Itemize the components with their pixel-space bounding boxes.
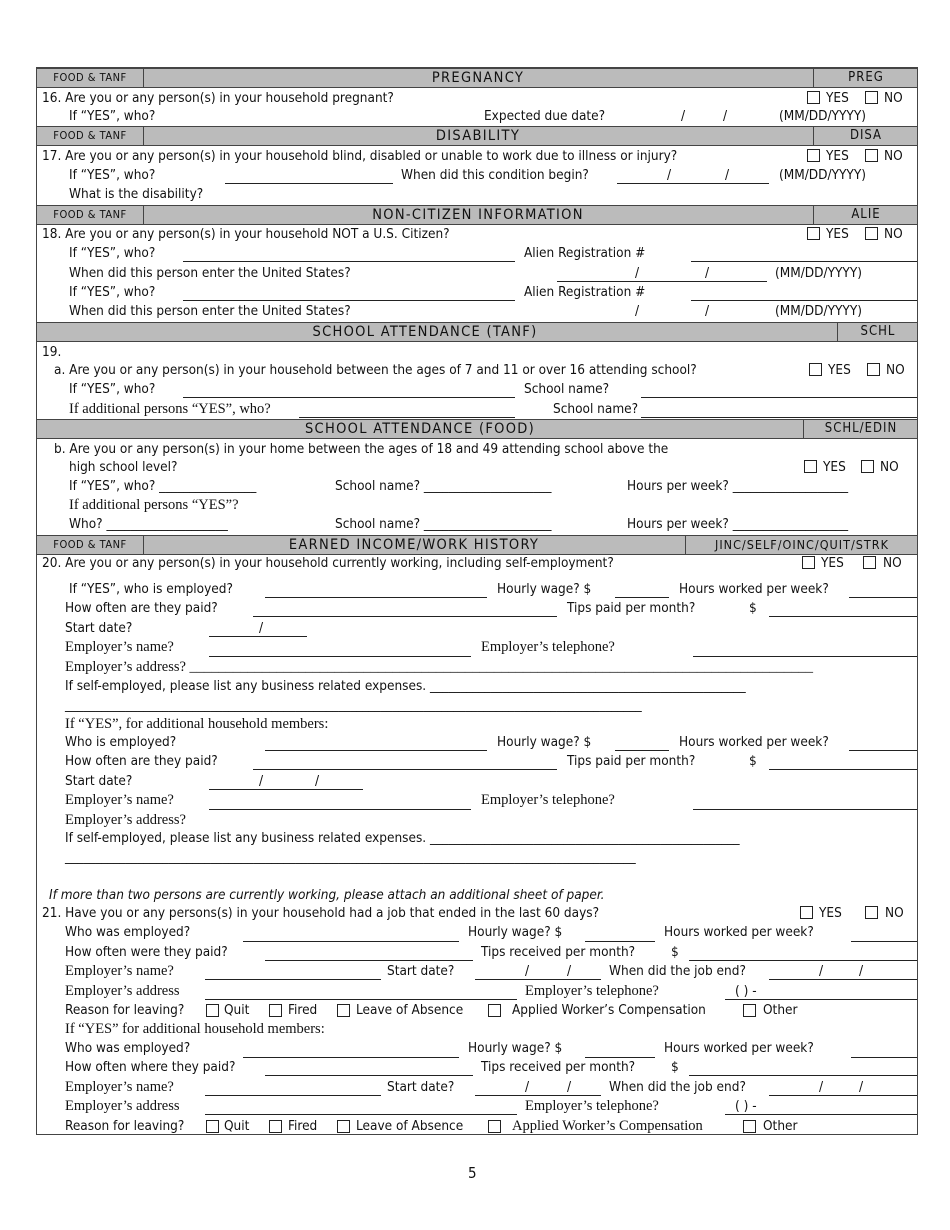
pay-frequency-field[interactable] (253, 769, 557, 770)
hours-per-week-field-line[interactable]: Hours per week? ___________________ (627, 516, 849, 532)
no-label: NO (885, 905, 904, 921)
if-yes-who-label: If “YES”, who? (69, 167, 156, 183)
hours-per-week-field-line[interactable]: Hours per week? ___________________ (627, 478, 849, 494)
start-date-field[interactable] (209, 789, 363, 790)
program-label: FOOD & TANF (37, 536, 144, 554)
dollar-sign: $ (671, 944, 679, 960)
alien-registration-label: Alien Registration # (524, 284, 646, 300)
section-code: ALIE (813, 206, 918, 224)
question-19b: b. Are you or any person(s) in your home between the ages of 18 and 49 attending school above the (54, 441, 669, 457)
alien-registration-field[interactable] (691, 300, 917, 301)
school-name-field[interactable] (641, 397, 917, 398)
hours-worked-field[interactable] (849, 597, 917, 598)
quit-checkbox[interactable] (206, 1120, 219, 1133)
school-name-field-line[interactable]: School name? _____________________ (335, 516, 552, 532)
who-was-employed-field[interactable] (243, 1057, 459, 1058)
section-header-noncitizen (37, 205, 917, 225)
no-checkbox[interactable] (861, 460, 874, 473)
fired-label: Fired (288, 1118, 318, 1134)
quit-checkbox[interactable] (206, 1004, 219, 1017)
leave-of-absence-label: Leave of Absence (356, 1002, 464, 1018)
hourly-wage-label: Hourly wage? $ (468, 924, 563, 940)
phone-format: ( ) - (735, 1098, 757, 1114)
employer-name-label: Employer’s name? (65, 1079, 174, 1095)
date-slash: / (667, 167, 672, 183)
start-date-field[interactable] (475, 1095, 601, 1096)
yes-label: YES (823, 459, 846, 475)
who-employed-label: If “YES”, who is employed? (69, 581, 233, 597)
employer-address-label: Employer’s address (65, 1098, 180, 1114)
who-employed-field[interactable] (265, 597, 487, 598)
employer-address-label: Employer’s address (65, 983, 180, 999)
employer-phone-label: Employer’s telephone? (481, 792, 615, 808)
pay-frequency-label: How often are they paid? (65, 600, 218, 616)
date-slash: / (859, 963, 864, 979)
date-slash: / (681, 108, 686, 124)
attach-sheet-note: If more than two persons are currently working, please attach an additional sheet of paper. (49, 887, 605, 903)
question-18: 18. Are you or any person(s) in your household NOT a U.S. Citizen? (42, 226, 450, 242)
date-slash: / (525, 1079, 530, 1095)
employer-address-label: Employer’s address? (65, 812, 186, 828)
fired-checkbox[interactable] (269, 1120, 282, 1133)
question-20: 20. Are you or any person(s) in your household currently working, including self-employment? (42, 555, 614, 571)
who-field-line[interactable]: If “YES”, who? ________________ (69, 478, 257, 494)
if-yes-who-label: If “YES”, who? (69, 381, 156, 397)
date-slash: / (567, 963, 572, 979)
job-end-field[interactable] (769, 979, 917, 980)
employer-phone-field[interactable] (725, 999, 917, 1000)
employer-phone-label: Employer’s telephone? (481, 639, 615, 655)
yes-checkbox[interactable] (800, 906, 813, 919)
hours-worked-field[interactable] (849, 750, 917, 751)
alien-registration-label: Alien Registration # (524, 245, 646, 261)
question-19b-cont: high school level? (69, 459, 178, 475)
date-slash: / (705, 303, 710, 319)
no-label: NO (886, 362, 905, 378)
pay-frequency-field[interactable] (265, 1075, 473, 1076)
section-title: NON-CITIZEN INFORMATION (372, 207, 584, 223)
employer-name-label: Employer’s name? (65, 639, 174, 655)
who-was-employed-field[interactable] (243, 941, 459, 942)
job-end-field[interactable] (769, 1095, 917, 1096)
section-code: SCHL/EDIN (803, 420, 918, 438)
job-end-label: When did the job end? (609, 963, 746, 979)
question-17: 17. Are you or any person(s) in your household blind, disabled or unable to work due to illness or injury? (42, 148, 678, 164)
hours-worked-field[interactable] (851, 941, 917, 942)
yes-checkbox[interactable] (809, 363, 822, 376)
pay-frequency-label: How often where they paid? (65, 1059, 236, 1075)
tips-label: Tips received per month? (481, 1059, 636, 1075)
employer-phone-field[interactable] (725, 1114, 917, 1115)
additional-persons-label: If additional persons “YES”? (69, 497, 239, 513)
who-was-employed-label: Who was employed? (65, 1040, 191, 1056)
date-format-hint: (MM/DD/YYYY) (775, 265, 862, 281)
tips-label: Tips paid per month? (567, 600, 696, 616)
yes-label: YES (828, 362, 851, 378)
tips-field[interactable] (689, 1075, 917, 1076)
school-name-label: School name? (524, 381, 610, 397)
date-slash: / (315, 773, 320, 789)
yes-label: YES (826, 226, 849, 242)
date-slash: / (259, 773, 264, 789)
yes-checkbox[interactable] (807, 149, 820, 162)
dollar-sign: $ (749, 600, 757, 616)
who-employed-field[interactable] (265, 750, 487, 751)
no-checkbox[interactable] (865, 149, 878, 162)
section-title: SCHOOL ATTENDANCE (FOOD) (304, 421, 536, 437)
start-date-field[interactable] (475, 979, 601, 980)
no-checkbox[interactable] (867, 363, 880, 376)
employer-name-field[interactable] (205, 979, 381, 980)
employer-name-field[interactable] (209, 809, 471, 810)
no-label: NO (880, 459, 899, 475)
no-label: NO (884, 90, 903, 106)
employer-name-label: Employer’s name? (65, 792, 174, 808)
other-checkbox[interactable] (743, 1120, 756, 1133)
hourly-wage-label: Hourly wage? $ (468, 1040, 563, 1056)
section-header-disability (37, 126, 917, 146)
workers-comp-label: Applied Worker’s Compensation (512, 1002, 706, 1018)
date-slash: / (525, 963, 530, 979)
additional-who-field[interactable] (299, 417, 515, 418)
question-16: 16. Are you or any person(s) in your household pregnant? (42, 90, 394, 106)
yes-label: YES (821, 555, 844, 571)
other-checkbox[interactable] (743, 1004, 756, 1017)
workers-comp-checkbox[interactable] (488, 1004, 501, 1017)
pay-frequency-label: How often were they paid? (65, 944, 228, 960)
employer-phone-label: Employer’s telephone? (525, 983, 659, 999)
tips-field[interactable] (769, 769, 917, 770)
pay-frequency-field[interactable] (265, 960, 473, 961)
section-header-school-tanf (37, 322, 917, 342)
pay-frequency-label: How often are they paid? (65, 753, 218, 769)
section-code: DISA (813, 127, 918, 145)
if-yes-who-label: If “YES”, who? (69, 245, 156, 261)
hourly-wage-field[interactable] (585, 941, 655, 942)
date-slash: / (705, 265, 710, 281)
date-format-hint: (MM/DD/YYYY) (779, 167, 866, 183)
school-name-field-line[interactable]: School name? _____________________ (335, 478, 552, 494)
date-slash: / (859, 1079, 864, 1095)
entry-date-label: When did this person enter the United States? (69, 303, 351, 319)
no-label: NO (884, 226, 903, 242)
employer-phone-field[interactable] (693, 656, 917, 657)
date-slash: / (635, 265, 640, 281)
phone-format: ( ) - (735, 983, 757, 999)
no-label: NO (883, 555, 902, 571)
no-checkbox[interactable] (865, 91, 878, 104)
section-code: PREG (813, 69, 918, 87)
leave-of-absence-checkbox[interactable] (337, 1004, 350, 1017)
other-label: Other (763, 1002, 798, 1018)
who-employed-label: Who is employed? (65, 734, 177, 750)
job-end-label: When did the job end? (609, 1079, 746, 1095)
section-code: SCHL (837, 323, 918, 341)
section-title: SCHOOL ATTENDANCE (TANF) (312, 324, 538, 340)
question-19: 19. (42, 344, 62, 360)
yes-checkbox[interactable] (804, 460, 817, 473)
pay-frequency-field[interactable] (253, 616, 557, 617)
section-header-earned-income (37, 535, 917, 555)
section-title: EARNED INCOME/WORK HISTORY (288, 537, 540, 553)
who-field[interactable] (183, 300, 515, 301)
yes-checkbox[interactable] (807, 91, 820, 104)
fired-checkbox[interactable] (269, 1004, 282, 1017)
hourly-wage-field[interactable] (615, 597, 669, 598)
employer-name-label: Employer’s name? (65, 963, 174, 979)
program-label: FOOD & TANF (37, 127, 144, 145)
hours-worked-field[interactable] (851, 1057, 917, 1058)
hours-worked-label: Hours worked per week? (679, 581, 829, 597)
dollar-sign: $ (749, 753, 757, 769)
employer-name-field[interactable] (209, 656, 471, 657)
employer-name-field[interactable] (205, 1095, 381, 1096)
employer-address-field[interactable] (205, 1114, 517, 1115)
date-slash: / (725, 167, 730, 183)
date-format-hint: (MM/DD/YYYY) (775, 303, 862, 319)
hours-worked-label: Hours worked per week? (679, 734, 829, 750)
what-disability-label: What is the disability? (69, 186, 204, 202)
who-field[interactable] (225, 183, 393, 184)
hourly-wage-label: Hourly wage? $ (497, 581, 592, 597)
employer-address-field-line[interactable]: Employer’s address? ______________________________________________________________________________________ (65, 659, 814, 675)
hourly-wage-field[interactable] (585, 1057, 655, 1058)
date-slash: / (819, 1079, 824, 1095)
due-date-label: Expected due date? (484, 108, 606, 124)
hourly-wage-label: Hourly wage? $ (497, 734, 592, 750)
date-slash: / (259, 620, 264, 636)
program-label: FOOD & TANF (37, 69, 144, 87)
additional-members-label: If “YES”, for additional household members: (65, 716, 329, 732)
fired-label: Fired (288, 1002, 318, 1018)
if-yes-who-label: If “YES”, who? (69, 108, 156, 124)
tips-label: Tips paid per month? (567, 753, 696, 769)
yes-checkbox[interactable] (807, 227, 820, 240)
who-field[interactable] (183, 261, 515, 262)
employer-address-field[interactable] (205, 999, 517, 1000)
quit-label: Quit (224, 1118, 250, 1134)
date-slash: / (723, 108, 728, 124)
quit-label: Quit (224, 1002, 250, 1018)
start-date-label: Start date? (65, 773, 133, 789)
tips-field[interactable] (769, 616, 917, 617)
if-yes-who-label: If “YES”, who? (69, 284, 156, 300)
start-date-label: Start date? (387, 1079, 455, 1095)
no-checkbox[interactable] (865, 906, 878, 919)
continuation-line[interactable]: _______________________________________________________________________________________________ (65, 697, 642, 713)
who-field-line[interactable]: Who? ____________________ (69, 516, 228, 532)
no-checkbox[interactable] (863, 556, 876, 569)
tips-field[interactable] (689, 960, 917, 961)
yes-label: YES (826, 148, 849, 164)
leave-of-absence-checkbox[interactable] (337, 1120, 350, 1133)
page-number: 5 (468, 1164, 477, 1182)
additional-persons-label: If additional persons “YES”, who? (69, 401, 271, 417)
section-title: PREGNANCY (431, 70, 525, 86)
start-date-label: Start date? (387, 963, 455, 979)
workers-comp-label: Applied Worker’s Compensation (512, 1118, 703, 1134)
entry-date-label: When did this person enter the United States? (69, 265, 351, 281)
section-title: DISABILITY (435, 128, 521, 144)
tips-label: Tips received per month? (481, 944, 636, 960)
business-expenses-field-line[interactable]: If self-employed, please list any business related expenses. ____________________________________________________ (65, 678, 746, 694)
yes-label: YES (826, 90, 849, 106)
who-field[interactable] (183, 397, 515, 398)
yes-label: YES (819, 905, 842, 921)
business-expenses-field-line[interactable]: If self-employed, please list any business related expenses. ___________________________________________________ (65, 830, 740, 846)
hours-worked-label: Hours worked per week? (664, 924, 814, 940)
no-checkbox[interactable] (865, 227, 878, 240)
date-slash: / (819, 963, 824, 979)
yes-checkbox[interactable] (802, 556, 815, 569)
workers-comp-checkbox[interactable] (488, 1120, 501, 1133)
dollar-sign: $ (671, 1059, 679, 1075)
section-code: JINC/SELF/OINC/QUIT/STRK (685, 536, 918, 554)
begin-date-label: When did this condition begin? (401, 167, 589, 183)
program-label: FOOD & TANF (37, 206, 144, 224)
hours-worked-label: Hours worked per week? (664, 1040, 814, 1056)
additional-members-label: If “YES” for additional household members: (65, 1021, 325, 1037)
date-slash: / (567, 1079, 572, 1095)
begin-date-field[interactable] (617, 183, 769, 184)
continuation-line[interactable]: ______________________________________________________________________________________________ (65, 849, 636, 865)
section-header-pregnancy (37, 68, 917, 88)
alien-registration-field[interactable] (691, 261, 917, 262)
no-label: NO (884, 148, 903, 164)
employer-phone-label: Employer’s telephone? (525, 1098, 659, 1114)
application-form-page (36, 67, 918, 1135)
school-name-label: School name? (553, 401, 639, 417)
start-date-label: Start date? (65, 620, 133, 636)
date-format-hint: (MM/DD/YYYY) (779, 108, 866, 124)
start-date-field[interactable] (209, 636, 307, 637)
date-slash: / (635, 303, 640, 319)
reason-leaving-label: Reason for leaving? (65, 1002, 185, 1018)
reason-leaving-label: Reason for leaving? (65, 1118, 185, 1134)
other-label: Other (763, 1118, 798, 1134)
hourly-wage-field[interactable] (615, 750, 669, 751)
employer-phone-field[interactable] (693, 809, 917, 810)
question-19a: a. Are you or any person(s) in your household between the ages of 7 and 11 or over 16 attending school? (54, 362, 697, 378)
question-21: 21. Have you or any persons(s) in your household had a job that ended in the last 60 days? (42, 905, 600, 921)
entry-date-field[interactable] (557, 281, 767, 282)
who-was-employed-label: Who was employed? (65, 924, 191, 940)
school-name-field[interactable] (641, 417, 917, 418)
section-header-school-food (37, 419, 917, 439)
leave-of-absence-label: Leave of Absence (356, 1118, 464, 1134)
